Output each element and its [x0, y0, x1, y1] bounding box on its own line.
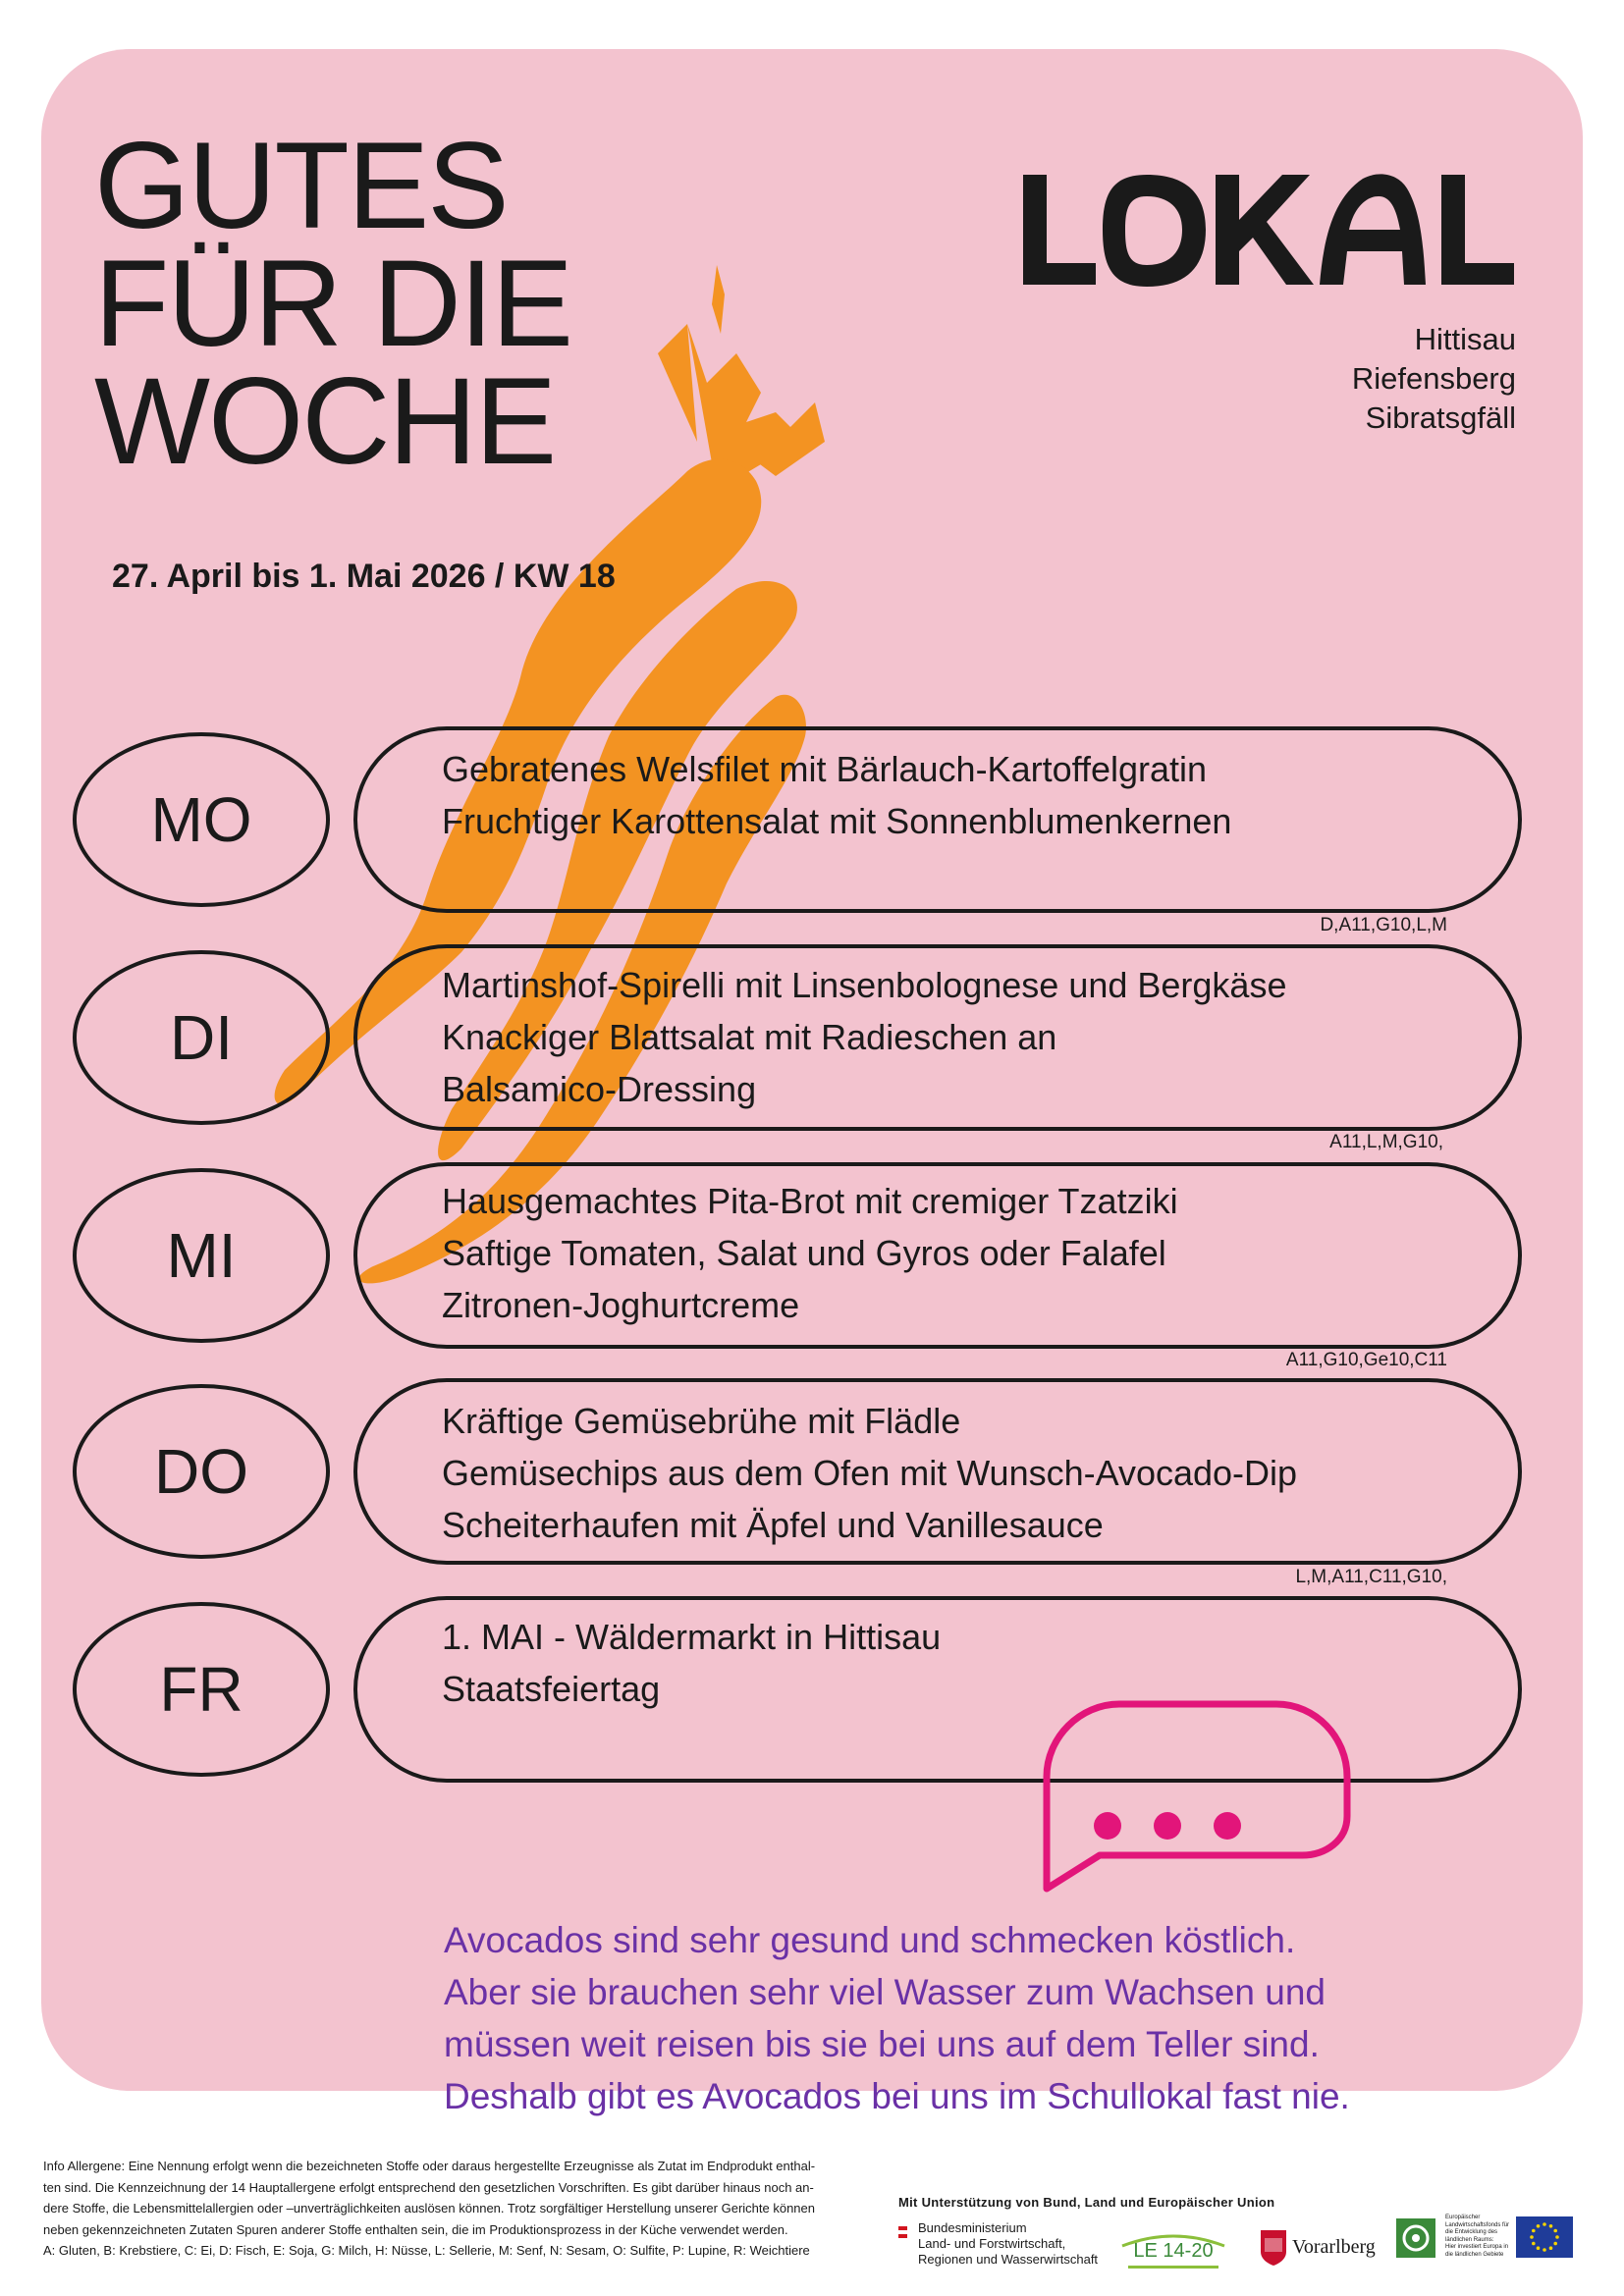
dish-item: Fruchtiger Karottensalat mit Sonnenblumenkernen	[442, 801, 1232, 841]
day-badge-mi: MI	[73, 1168, 330, 1343]
dish-list-di	[442, 959, 1286, 1115]
le-14-20-logo	[1114, 2226, 1232, 2273]
day-badge-mo: MO	[73, 732, 330, 907]
ministry-line: Bundesministerium	[918, 2220, 1027, 2235]
tip-line: Aber sie brauchen sehr viel Wasser zum Wachsen und	[444, 1972, 1326, 2012]
eafrd-line: Europäischer	[1445, 2215, 1481, 2220]
eafrd-line: Hier investiert Europa in	[1445, 2244, 1509, 2250]
eafrd-line: die Entwicklung des	[1445, 2229, 1498, 2235]
ministry-logo	[898, 2220, 1105, 2279]
dish-item: Staatsfeiertag	[442, 1669, 661, 1709]
allergen-info-line: ten sind. Die Kennzeichnung der 14 Hauptallergene erfolgt entsprechend den gesetzlichen Vorschriften. Es gibt darüber hinaus noch an-	[43, 2179, 814, 2195]
dish-item: Hausgemachtes Pita-Brot mit cremiger Tzatziki	[442, 1181, 1178, 1221]
day-badge-fr: FR	[73, 1602, 330, 1777]
dish-item: Gemüsechips aus dem Ofen mit Wunsch-Avocado-Dip	[442, 1453, 1298, 1493]
location-2: Riefensberg	[1351, 361, 1516, 396]
location-1: Hittisau	[1414, 322, 1516, 356]
dish-item: Kräftige Gemüsebrühe mit Flädle	[442, 1401, 961, 1441]
vorarlberg-coat-of-arms-icon	[1259, 2228, 1288, 2268]
eafrd-line: Landwirtschaftsfonds für	[1445, 2221, 1510, 2228]
title-line-3: WOCHE	[94, 353, 556, 490]
dish-item: Saftige Tomaten, Salat und Gyros oder Falafel	[442, 1233, 1166, 1273]
dish-list-do	[442, 1395, 1297, 1551]
dish-item: Zitronen-Joghurtcreme	[442, 1285, 800, 1325]
eafrd-line: ländlichen Raums:	[1445, 2236, 1494, 2243]
location-3: Sibratsgfäll	[1365, 400, 1516, 435]
dish-list-mo	[442, 743, 1231, 847]
tip-line: Deshalb gibt es Avocados bei uns im Schullokal fast nie.	[444, 2076, 1350, 2116]
locations-list	[1352, 320, 1516, 438]
dish-item: Balsamico-Dressing	[442, 1069, 757, 1109]
vorarlberg-label: Vorarlberg	[1292, 2236, 1376, 2258]
week-subtitle: 27. April bis 1. Mai 2026 / KW 18	[112, 558, 616, 595]
title-line-1: GUTES	[94, 118, 508, 254]
dish-list-fr	[442, 1611, 941, 1715]
dish-item: Knackiger Blattsalat mit Radieschen an	[442, 1017, 1057, 1057]
allergen-info	[43, 2156, 878, 2262]
bubble-dot	[1154, 1812, 1181, 1840]
eafrd-text	[1445, 2215, 1512, 2259]
ministry-line: Land- und Forstwirtschaft,	[918, 2236, 1066, 2251]
dish-item: Scheiterhaufen mit Äpfel und Vanillesauce	[442, 1505, 1104, 1545]
allergen-codes-mi: A11,G10,Ge10,C11	[1285, 1350, 1447, 1370]
allergen-codes-do: L,M,A11,C11,G10,	[1295, 1567, 1447, 1587]
allergen-info-line: A: Gluten, B: Krebstiere, C: Ei, D: Fisch, E: Soja, G: Milch, H: Nüsse, L: Sellerie, M: Senf, N: Sesam, O: Sulfite, P: Lupine, R: Weichtiere	[43, 2243, 810, 2258]
eafrd-line: die ländlichen Gebiete	[1445, 2251, 1504, 2258]
allergen-info-line: Info Allergene: Eine Nennung erfolgt wenn die bezeichneten Stoffe oder daraus hergestellte Erzeugnisse als Zutat im Endprodukt enthal-	[43, 2159, 816, 2173]
support-label: Mit Unterstützung von Bund, Land und Europäischer Union	[898, 2195, 1275, 2210]
speech-bubble-icon	[1041, 1698, 1355, 1895]
tip-line: Avocados sind sehr gesund und schmecken köstlich.	[444, 1920, 1296, 1960]
dish-list-mi	[442, 1175, 1178, 1331]
leader-icon	[1394, 2216, 1437, 2260]
allergen-info-line: dere Stoffe, die Lebensmittelallergien oder –unverträglichkeiten auslösen können. Trotz sorgfältiger Herstellung unserer Gerichte können	[43, 2201, 815, 2216]
lokal-logo	[1019, 169, 1520, 296]
vorarlberg-logo	[1259, 2218, 1377, 2277]
title-line-2: FÜR DIE	[94, 236, 571, 372]
eu-flag-icon	[1516, 2216, 1573, 2258]
tip-line: müssen weit reisen bis sie bei uns auf dem Teller sind.	[444, 2024, 1320, 2064]
bubble-dot	[1094, 1812, 1121, 1840]
allergen-codes-di: A11,L,M,G10,	[1329, 1132, 1443, 1152]
avocado-tip-text	[444, 1914, 1350, 2122]
leader-logo	[1394, 2216, 1437, 2260]
dish-item: Martinshof-Spirelli mit Linsenbolognese und Bergkäse	[442, 965, 1287, 1005]
le-label: LE 14-20	[1133, 2240, 1214, 2262]
bubble-dot	[1214, 1812, 1241, 1840]
page-title	[94, 118, 571, 490]
day-badge-di: DI	[73, 950, 330, 1125]
day-badge-do: DO	[73, 1384, 330, 1559]
allergen-codes-mo: D,A11,G10,L,M	[1320, 915, 1447, 935]
dish-item: Gebratenes Welsfilet mit Bärlauch-Kartoffelgratin	[442, 749, 1208, 789]
dish-item: 1. MAI - Wäldermarkt in Hittisau	[442, 1617, 942, 1657]
ministry-line: Regionen und Wasserwirtschaft	[918, 2252, 1099, 2267]
allergen-info-line: neben gekennzeichneten Zutaten Spuren anderer Stoffe enthalten sein, die im Produktionsprozess in der Küche verwendet werden.	[43, 2221, 788, 2237]
